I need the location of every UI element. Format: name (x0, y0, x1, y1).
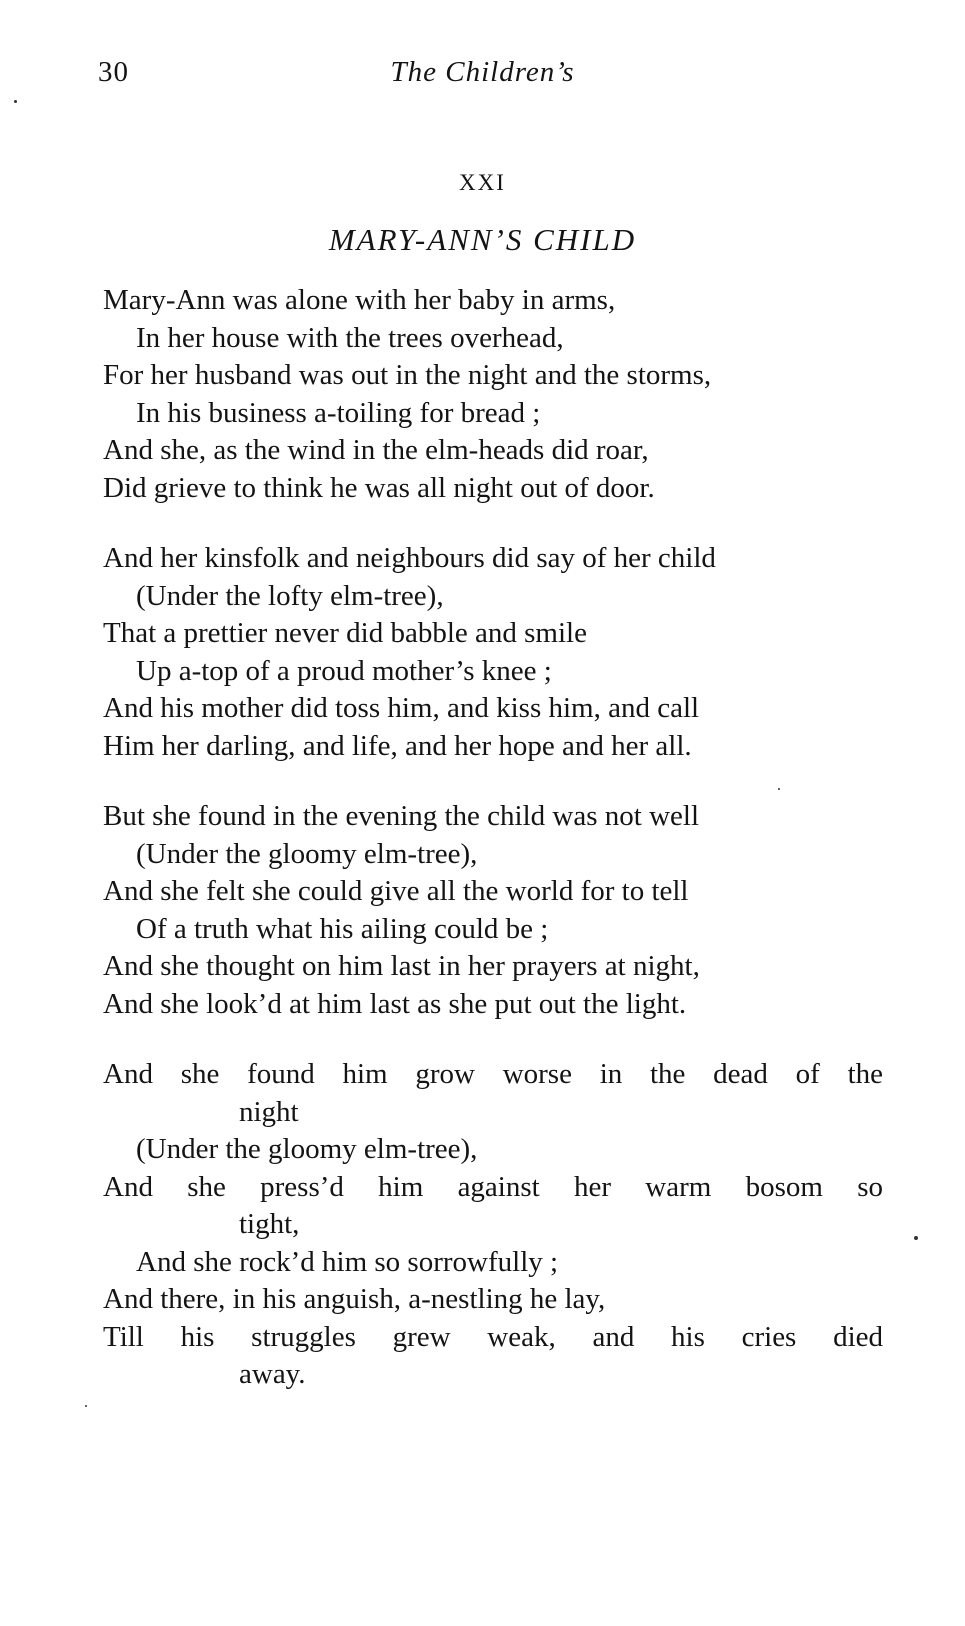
scan-speck (778, 788, 780, 790)
poem-line: (Under the lofty elm-tree), (136, 579, 444, 612)
poem-line: And she look’d at him last as she put out the light. (103, 987, 687, 1020)
poem-line: Up a-top of a proud mother’s knee ; (136, 654, 552, 687)
poem-line: But she found in the evening the child was not well (103, 800, 700, 832)
running-head (0, 56, 965, 96)
poem-line-turnover: tight, (239, 1208, 300, 1240)
poem-line: Till his struggles grew weak, and his cries died (103, 1320, 883, 1353)
running-title: The Children’s (390, 56, 575, 88)
poem-line: For her husband was out in the night and the storms, (103, 359, 712, 391)
poem-line: And she felt she could give all the world for to tell (103, 875, 689, 907)
poem-line: Did grieve to think he was all night out of door. (103, 471, 655, 504)
poem-line: (Under the gloomy elm-tree), (136, 837, 478, 870)
poem-line: Of a truth what his ailing could be ; (136, 912, 549, 945)
scan-speck (85, 1405, 87, 1407)
poem-line: Him her darling, and life, and her hope and her all. (103, 729, 692, 762)
poem-line: In her house with the trees overhead, (136, 321, 564, 354)
stanza-3 (103, 798, 883, 1023)
stanza-1 (103, 282, 883, 507)
poem-line: (Under the gloomy elm-tree), (136, 1133, 478, 1165)
poem-line-turnover: night (239, 1095, 299, 1128)
poem-line: And she press’d him against her warm bosom so (103, 1170, 883, 1203)
poem-line: That a prettier never did babble and smile (103, 617, 587, 649)
poem-line: And she rock’d him so sorrowfully ; (136, 1245, 559, 1278)
poem-line: And his mother did toss him, and kiss him, and call (103, 692, 700, 724)
poem-line-turnover: away. (239, 1358, 306, 1390)
poem-line: And her kinsfolk and neighbours did say of her child (103, 542, 716, 574)
scan-speck (14, 100, 17, 103)
poem-title: MARY-ANN’S CHILD (328, 222, 637, 257)
poem-line: And there, in his anguish, a-nestling he lay, (103, 1283, 606, 1315)
section-number: XXI (459, 170, 506, 195)
poem-line: In his business a-toiling for bread ; (136, 396, 541, 429)
poem-line: And she found him grow worse in the dead of the (103, 1058, 883, 1090)
poem-body (103, 282, 883, 1427)
poem-line: And she, as the wind in the elm-heads did roar, (103, 434, 649, 466)
stanza-4 (103, 1056, 883, 1394)
poem-line: And she thought on him last in her prayers at night, (103, 950, 700, 982)
stanza-2 (103, 540, 883, 765)
scan-speck (914, 1236, 918, 1240)
poem-line: Mary-Ann was alone with her baby in arms, (103, 284, 616, 316)
page-number: 30 (98, 56, 129, 88)
